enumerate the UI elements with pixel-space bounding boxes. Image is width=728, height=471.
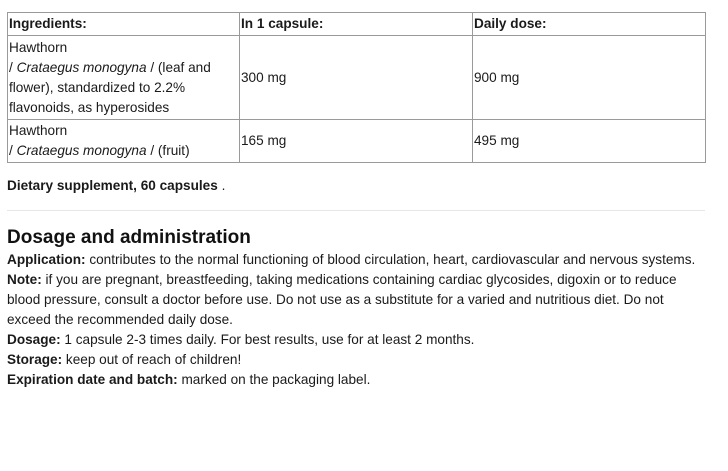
storage-paragraph <box>7 350 705 370</box>
expiry-text: marked on the packaging label. <box>177 372 371 387</box>
ingredient-slash: / <box>146 143 158 158</box>
ingredient-latin-name: Crataegus monogyna <box>16 59 147 75</box>
ingredient-description: (fruit) <box>157 143 190 158</box>
note-label: Note: <box>7 272 42 287</box>
ingredients-table <box>7 12 706 163</box>
dosage-label: Dosage: <box>7 332 61 347</box>
note-text: if you are pregnant, breastfeeding, taking medications containing cardiac glycosides, digoxin or to reduce blood pressure, consult a doctor before use. Do not use as a substitute for a varied and nutritious diet. Do not exceed the recommended daily dose. <box>7 272 677 327</box>
application-paragraph <box>7 250 705 270</box>
ingredient-name: Hawthorn <box>9 123 68 138</box>
supplement-label: Dietary supplement, 60 capsules <box>7 178 218 193</box>
application-text: contributes to the normal functioning of blood circulation, heart, cardiovascular and nervous systems. <box>85 252 696 267</box>
table-row <box>8 36 706 120</box>
ingredient-name-cell <box>8 36 240 120</box>
header-per-capsule: In 1 capsule: <box>240 13 473 36</box>
table-row <box>8 120 706 163</box>
daily-dose-value: 900 mg <box>473 36 706 120</box>
expiry-paragraph <box>7 370 705 390</box>
ingredient-name: Hawthorn <box>9 39 68 55</box>
table-header-row <box>8 13 706 36</box>
dosage-text: 1 capsule 2-3 times daily. For best results, use for at least 2 months. <box>60 332 475 347</box>
ingredient-slash: / <box>146 59 158 75</box>
ingredient-latin-name: Crataegus monogyna <box>16 143 147 158</box>
header-ingredients: Ingredients: <box>8 13 240 36</box>
header-daily-dose: Daily dose: <box>473 13 706 36</box>
dosage-paragraph <box>7 330 705 350</box>
note-paragraph <box>7 270 705 330</box>
supplement-suffix: . <box>217 178 226 193</box>
storage-text: keep out of reach of children! <box>62 352 242 367</box>
product-info <box>7 12 705 390</box>
ingredient-slash: / <box>9 143 17 158</box>
ingredient-description: (leaf and flower), standardized to 2.2% flavonoids, as hyperosides <box>9 59 211 115</box>
ingredient-name-cell <box>8 120 240 163</box>
application-label: Application: <box>7 252 86 267</box>
per-capsule-value: 165 mg <box>240 120 473 163</box>
storage-label: Storage: <box>7 352 63 367</box>
daily-dose-value: 495 mg <box>473 120 706 163</box>
expiry-label: Expiration date and batch: <box>7 372 178 387</box>
divider <box>7 210 705 211</box>
per-capsule-value: 300 mg <box>240 36 473 120</box>
supplement-line <box>7 177 705 195</box>
section-title: Dosage and administration <box>7 227 251 248</box>
ingredient-slash: / <box>9 59 17 75</box>
